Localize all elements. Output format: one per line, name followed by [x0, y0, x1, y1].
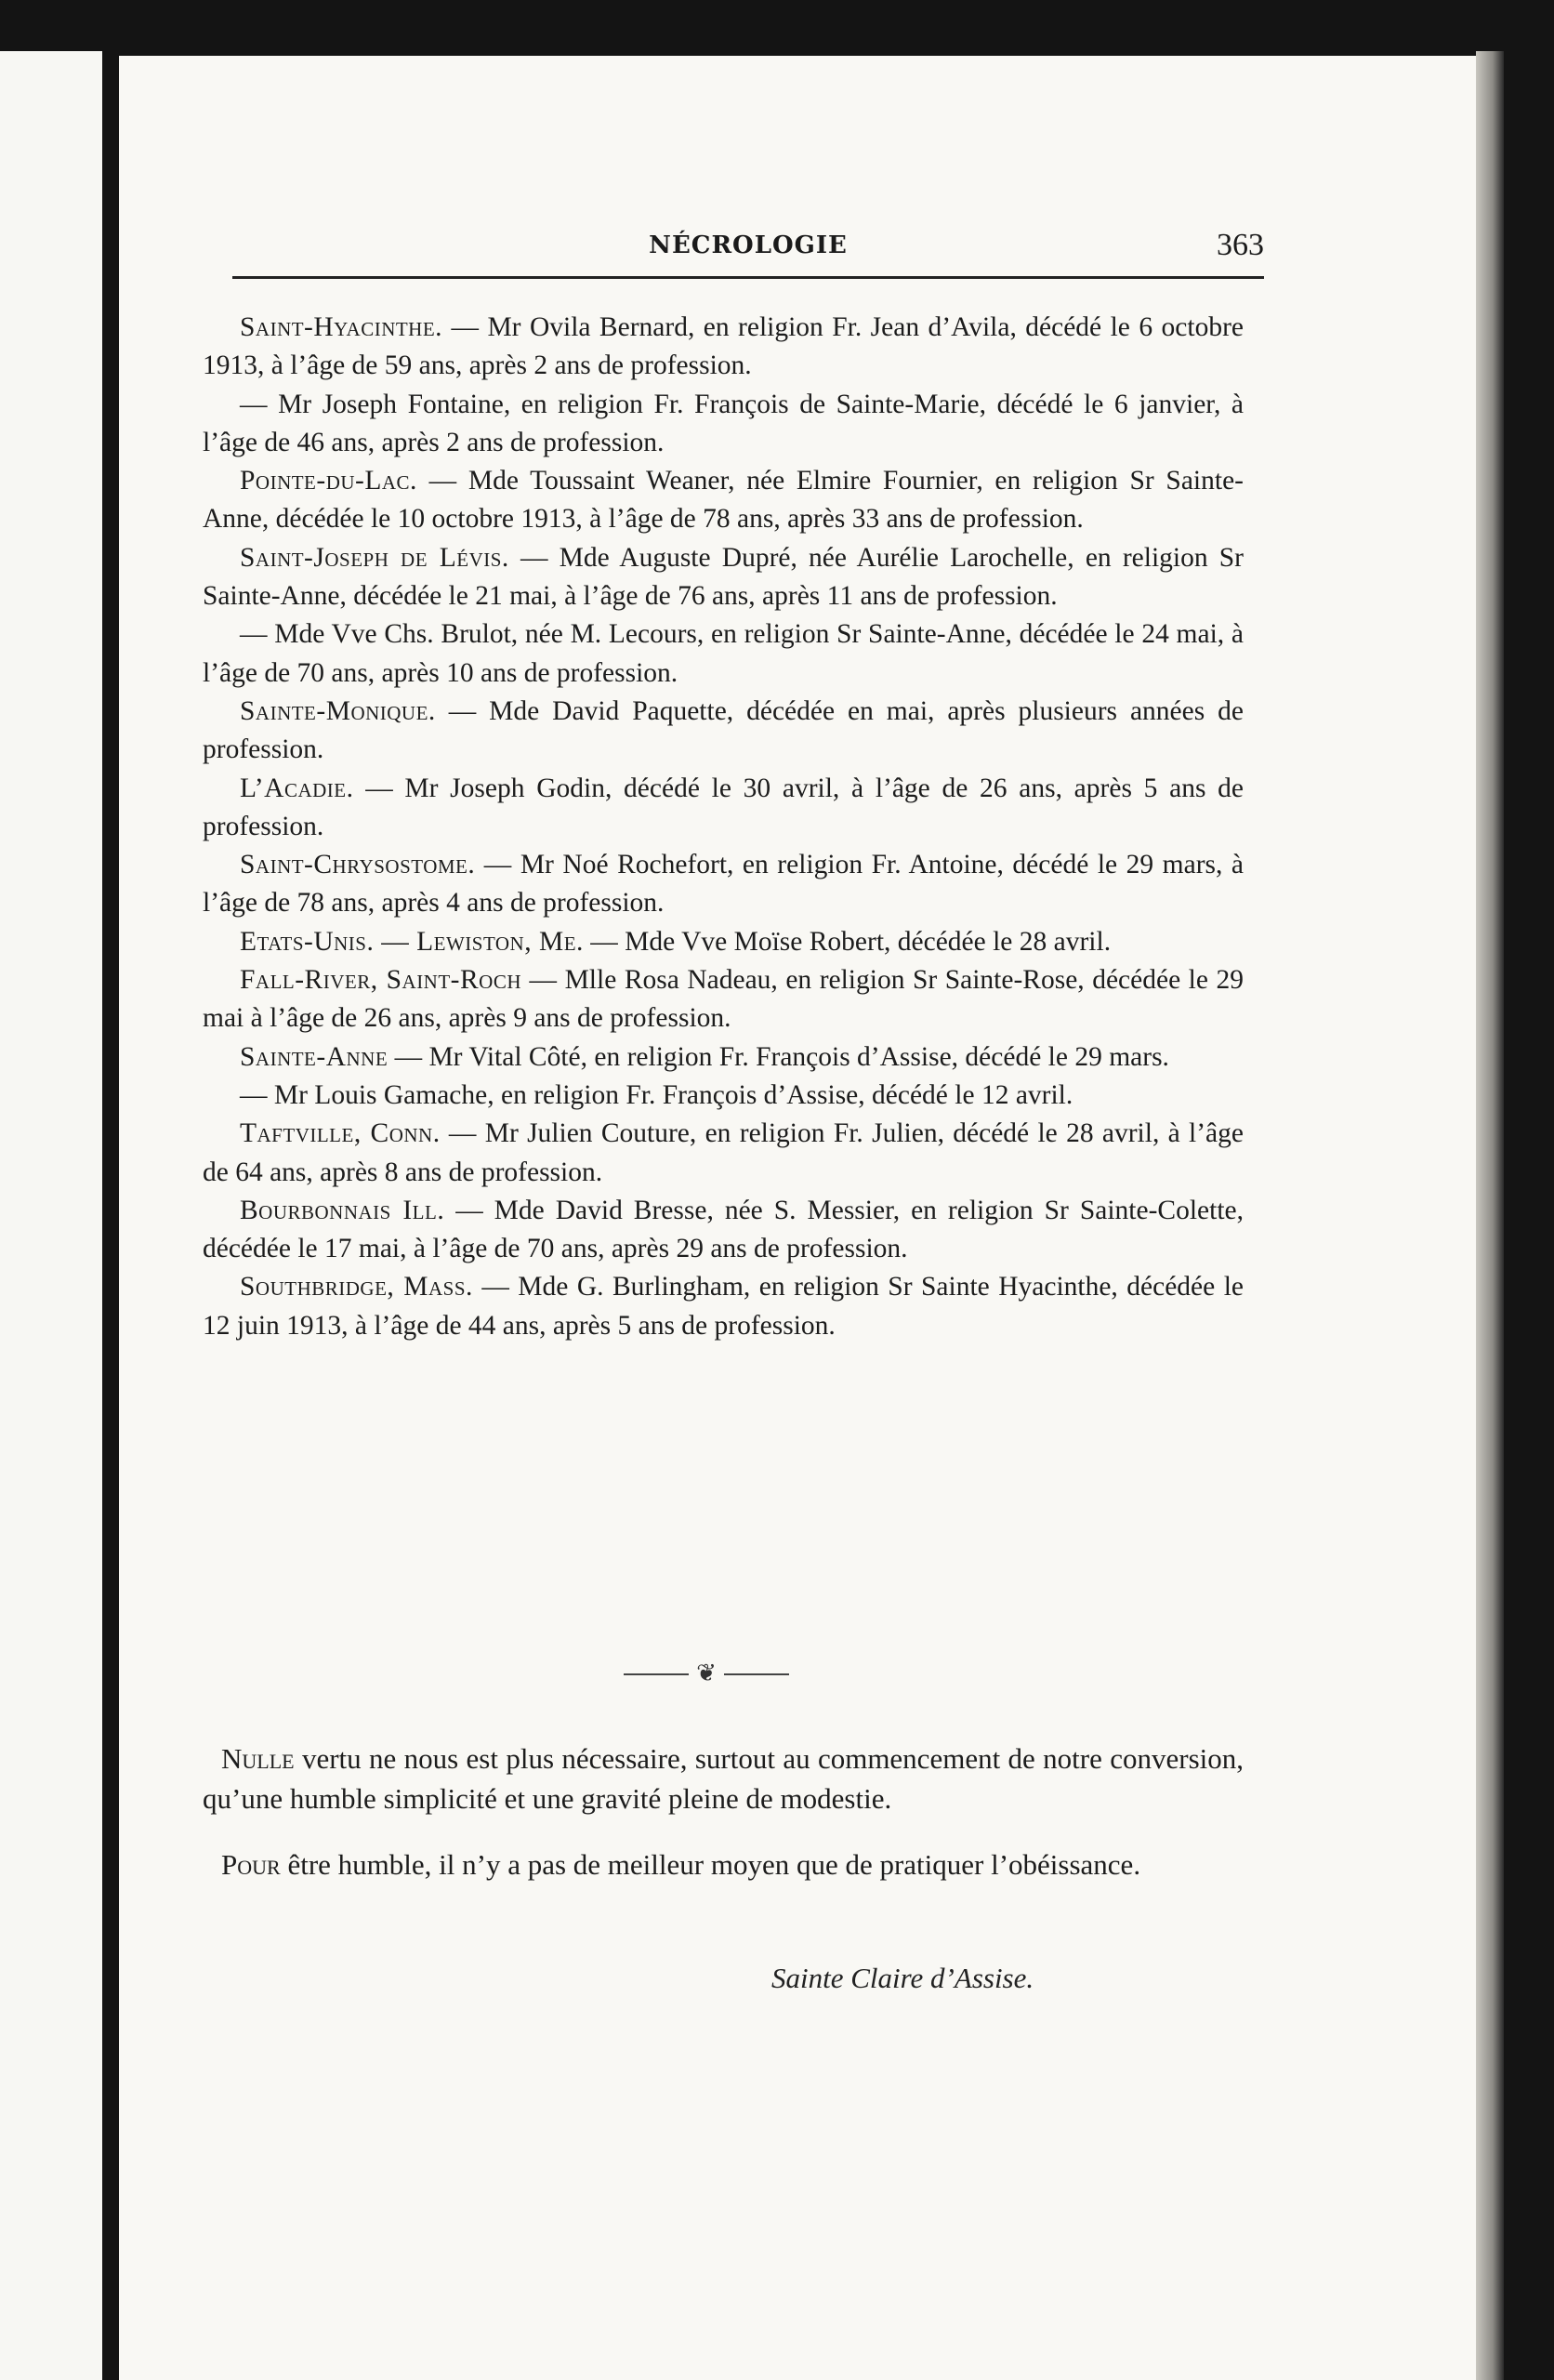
entry-text: — Mde Vve Chs. Brulot, née M. Lecours, en religion Sr Sainte-Anne, décédée le 24 mai, à l’âge de 70 ans, après 10 ans de profession.: [203, 619, 1244, 688]
quote-lead: Nulle: [221, 1742, 295, 1775]
quote-attribution: Sainte Claire d’Assise.: [771, 1962, 1034, 1994]
page-number: 363: [1217, 228, 1264, 262]
entry: [203, 615, 1244, 693]
quote-paragraph: [203, 1739, 1244, 1818]
entry-text: — Mr Noé Rochefort, en religion Fr. Antoine, décédé le 29 mars, à l’âge de 78 ans, après 4 ans de profession.: [203, 850, 1244, 919]
entry-place: Saint-Chrysostome.: [240, 850, 476, 880]
quote-paragraph: [203, 1844, 1244, 1884]
running-header: [232, 228, 1264, 284]
entry: [203, 1192, 1244, 1269]
entry-place: Saint-Hyacinthe.: [240, 312, 443, 342]
entry: [203, 386, 1244, 463]
entry: [203, 923, 1244, 961]
necrology-list: [203, 309, 1244, 1345]
ornament-line-left: [624, 1673, 689, 1675]
entry-text: — Mde David Bresse, née S. Messier, en religion Sr Sainte-Colette, décédée le 17 mai, à l’âge de 70 ans, après 29 ans de profession.: [203, 1195, 1244, 1264]
entry-place: Pointe-du-Lac.: [240, 466, 417, 496]
entry: [203, 770, 1244, 847]
entry-place: Fall-River, Saint-Roch: [240, 965, 522, 996]
quote-lead: Pour: [221, 1848, 281, 1881]
entry-place: Taftville, Conn.: [240, 1118, 441, 1149]
facing-page-edge: [0, 51, 102, 2380]
entry-place: Sainte-Anne: [240, 1041, 388, 1072]
entry-text: — Mde Toussaint Weaner, née Elmire Fournier, en religion Sr Sainte-Anne, décédée le 10 octobre 1913, à l’âge de 78 ans, après 33 ans de profession.: [203, 466, 1244, 535]
entry-place: Sainte-Monique.: [240, 695, 436, 726]
entry-text: — Mde Vve Moïse Robert, décédée le 28 avril.: [583, 926, 1112, 957]
entry-text: — Mr Louis Gamache, en religion Fr. François d’Assise, décédé le 12 avril.: [240, 1079, 1073, 1110]
entry: [203, 1077, 1244, 1115]
entry-place: Southbridge, Mass.: [240, 1272, 473, 1302]
entry: [203, 462, 1244, 539]
entry: [203, 693, 1244, 770]
entry-text: — Mr Vital Côté, en religion Fr. François d’Assise, décédé le 29 mars.: [388, 1041, 1169, 1072]
entry: [203, 309, 1244, 386]
quote-text: vertu ne nous est plus nécessaire, surtout au commencement de notre conversion, qu’une humble simplicité et une gravité pleine de modestie.: [203, 1742, 1244, 1815]
entry-text: — Mde G. Burlingham, en religion Sr Sainte Hyacinthe, décédée le 12 juin 1913, à l’âge de 44 ans, après 5 ans de profession.: [203, 1272, 1244, 1341]
entry: [203, 846, 1244, 923]
entry-place: Bourbonnais Ill.: [240, 1195, 445, 1225]
entry: [203, 539, 1244, 616]
entry-text: — Mde David Paquette, décédée en mai, après plusieurs années de profession.: [203, 695, 1244, 765]
entry: [203, 961, 1244, 1038]
header-title: NÉCROLOGIE: [649, 231, 848, 259]
entry-text: — Mr Julien Couture, en religion Fr. Julien, décédé le 28 avril, à l’âge de 64 ans, après 8 ans de profession.: [203, 1118, 1244, 1187]
entry-text: — Mde Auguste Dupré, née Aurélie Larochelle, en religion Sr Sainte-Anne, décédée le 21 mai, à l’âge de 76 ans, après 11 ans de profession.: [203, 542, 1245, 612]
entry-place: Saint-Joseph de Lévis.: [240, 542, 509, 573]
entry-text: — Mr Joseph Godin, décédé le 30 avril, à l’âge de 26 ans, après 5 ans de profession.: [203, 773, 1244, 841]
scan-top-border: [0, 0, 1554, 56]
header-rule: [232, 276, 1264, 279]
entry-place: Etats-Unis. — Lewiston, Me.: [240, 926, 584, 957]
quote-block: [203, 1739, 1244, 1911]
quote-text: être humble, il n’y a pas de meilleur moyen que de pratiquer l’obéissance.: [280, 1848, 1141, 1881]
entry: [203, 1115, 1244, 1192]
entry-text: — Mr Ovila Bernard, en religion Fr. Jean d’Avila, décédé le 6 octobre 1913, à l’âge de 59 ans, après 2 ans de profession.: [203, 312, 1244, 381]
entry: [203, 1038, 1244, 1077]
entry: [203, 1268, 1244, 1345]
book-edge: [1476, 51, 1504, 2380]
section-ornament: [613, 1659, 799, 1687]
entry-place: L’Acadie.: [240, 773, 354, 803]
entry-text: — Mr Joseph Fontaine, en religion Fr. François de Sainte-Marie, décédé le 6 janvier, à l’âge de 46 ans, après 2 ans de profession.: [203, 389, 1244, 457]
ornament-line-right: [724, 1673, 789, 1675]
ornament-glyph: ❦: [696, 1659, 717, 1687]
entry-text: — Mlle Rosa Nadeau, en religion Sr Sainte-Rose, décédée le 29 mai à l’âge de 26 ans, après 9 ans de profession.: [203, 965, 1244, 1034]
